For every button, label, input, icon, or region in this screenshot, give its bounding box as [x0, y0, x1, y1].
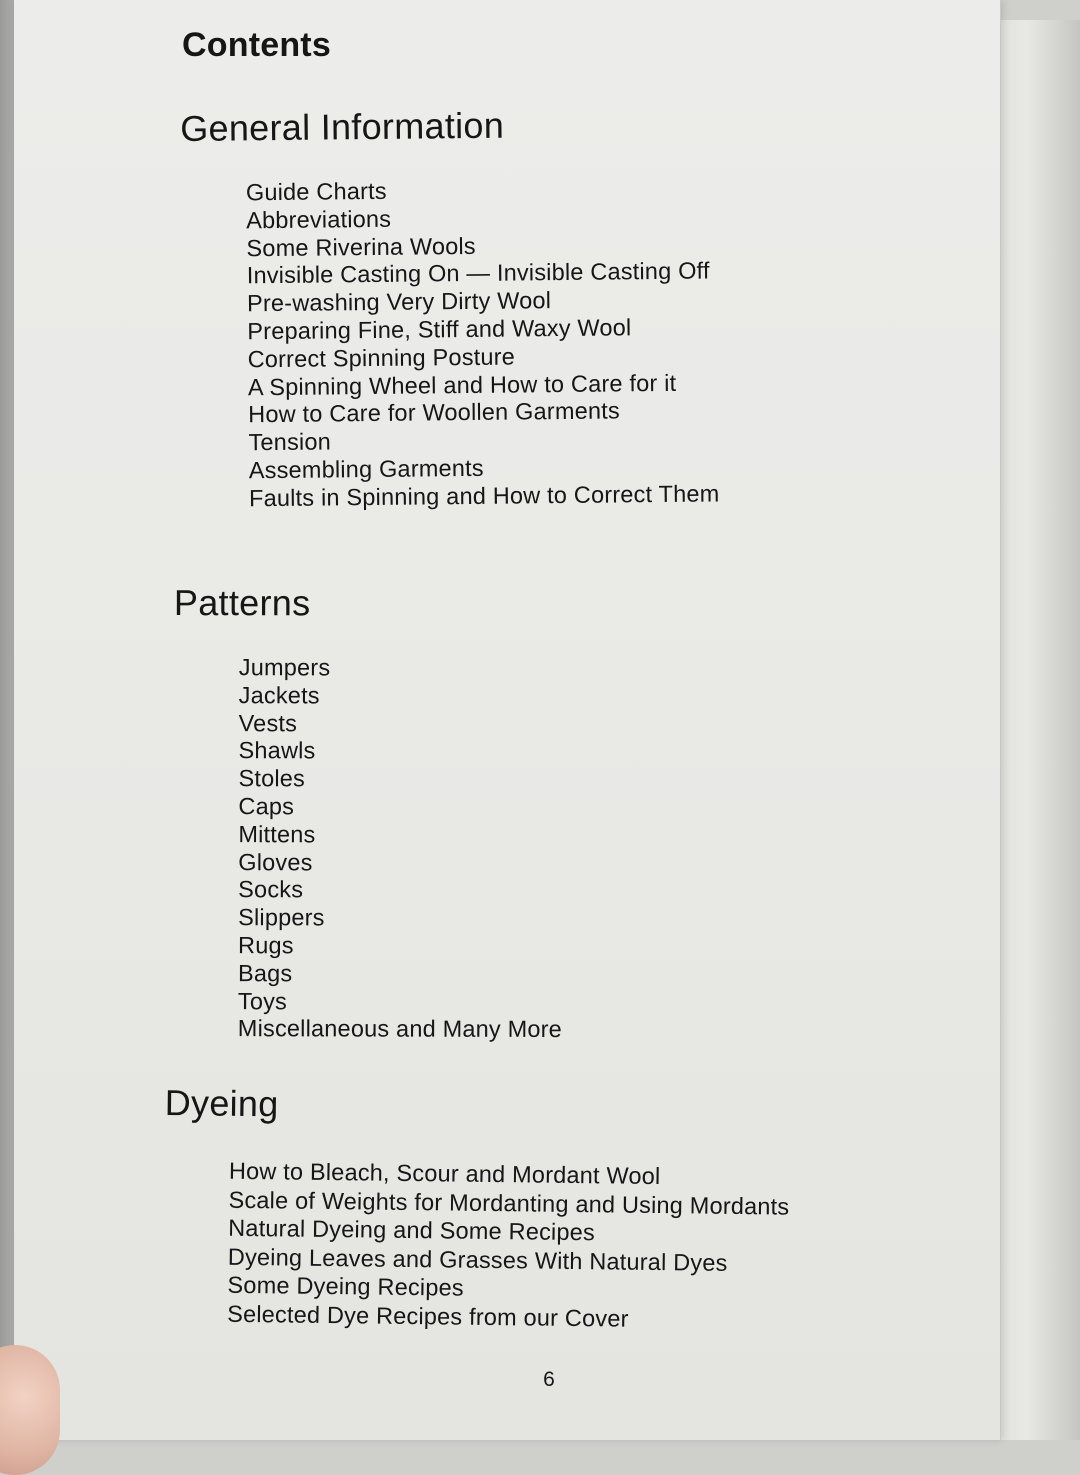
contents-entry: Some Dyeing Recipes: [227, 1271, 464, 1301]
contents-entry: Correct Spinning Posture: [247, 343, 516, 373]
page-number: 6: [543, 1368, 555, 1391]
contents-entry: Some Riverina Wools: [246, 232, 476, 261]
section-patterns: [173, 582, 563, 1044]
contents-entry: Caps: [238, 793, 295, 820]
contents-entry: Invisible Casting On — Invisible Casting Off: [246, 257, 710, 289]
contents-entry: Gloves: [238, 848, 313, 875]
page-title: Contents: [182, 26, 331, 64]
contents-entry: Guide Charts: [245, 177, 387, 206]
contents-entry: Vests: [238, 709, 298, 736]
contents-entry: Socks: [238, 876, 304, 903]
contents-entry: Rugs: [238, 932, 294, 959]
section-heading: General Information: [180, 104, 505, 149]
section-item-list: [173, 654, 563, 1044]
contents-entry: Dyeing Leaves and Grasses With Natural Dyes: [227, 1243, 728, 1276]
contents-entry: Mittens: [238, 820, 316, 848]
contents-entry: Preparing Fine, Stiff and Waxy Wool: [247, 314, 632, 345]
contents-entry: Faults in Spinning and How to Correct Them: [248, 480, 720, 512]
contents-entry: Shawls: [238, 737, 316, 764]
section-dyeing: [162, 1082, 791, 1335]
contents-entry: Tension: [248, 428, 332, 456]
contents-entry: Pre-washing Very Dirty Wool: [246, 287, 552, 317]
contents-entry: Miscellaneous and Many More: [237, 1015, 562, 1043]
section-heading: Patterns: [173, 582, 311, 624]
section-item-list: [162, 1156, 790, 1335]
contents-entry: How to Bleach, Scour and Mordant Wool: [228, 1157, 661, 1190]
section-heading: Dyeing: [164, 1082, 279, 1125]
document-page: [14, 0, 1001, 1440]
contents-entry: A Spinning Wheel and How to Care for it: [247, 369, 677, 400]
contents-entry: Abbreviations: [246, 205, 392, 234]
section-general-information: [180, 102, 720, 513]
contents-entry: Bags: [237, 959, 293, 987]
contents-entry: Scale of Weights for Mordanting and Using Mordants: [228, 1186, 790, 1220]
contents-entry: Jackets: [238, 681, 320, 709]
contents-entry: Toys: [237, 987, 288, 1014]
contents-entry: Selected Dye Recipes from our Cover: [227, 1300, 629, 1332]
contents-entry: How to Care for Woollen Garments: [248, 397, 621, 428]
finger-edge: [0, 1345, 60, 1475]
contents-entry: Natural Dyeing and Some Recipes: [228, 1214, 596, 1246]
contents-page: [14, 0, 1000, 1440]
contents-entry: Slippers: [238, 904, 325, 931]
section-item-list: [181, 174, 720, 513]
contents-entry: Stoles: [238, 765, 306, 792]
contents-entry: Jumpers: [238, 654, 331, 681]
contents-entry: Assembling Garments: [248, 454, 484, 484]
